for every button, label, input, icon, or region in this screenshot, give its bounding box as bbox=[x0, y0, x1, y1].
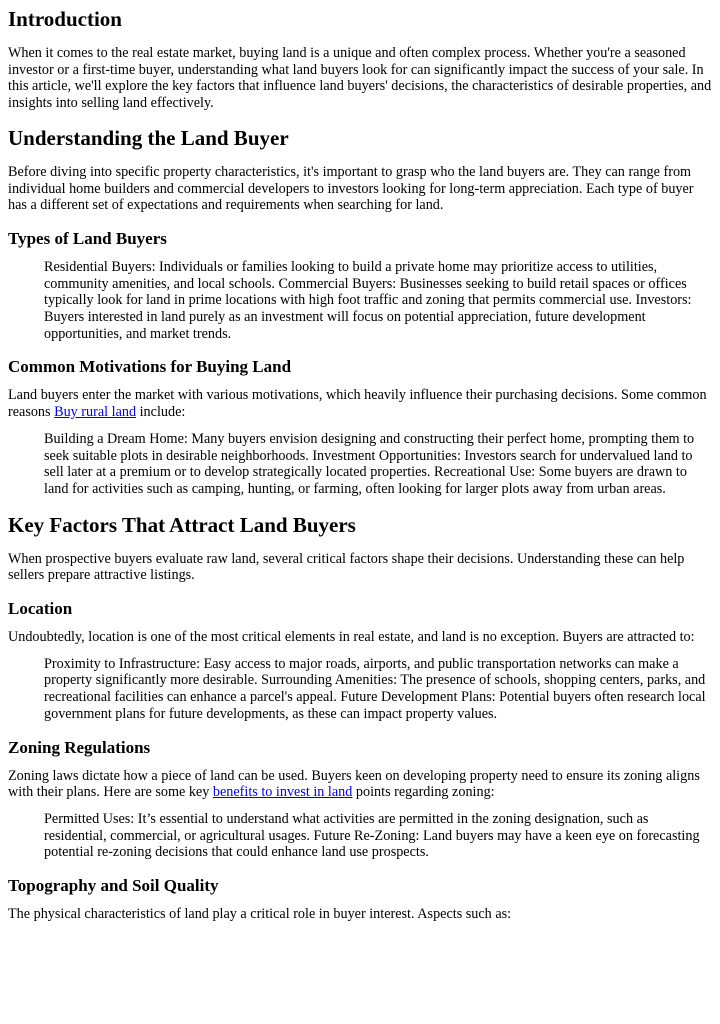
motivations-text-after: include: bbox=[136, 404, 186, 421]
heading-key-factors: Key Factors That Attract Land Buyers bbox=[8, 512, 356, 537]
heading-location: Location bbox=[8, 599, 73, 619]
zoning-text-before: Zoning laws dictate how a piece of land can be used. Buyers keen on developing property need to ensure its zoning aligns with their plans. Here are some key bbox=[8, 767, 700, 801]
heading-understanding-buyer: Understanding the Land Buyer bbox=[8, 125, 289, 150]
motivations-blockquote: Building a Dream Home: Many buyers envision designing and constructing their perfect home, prompting them to seek suitable plots in desirable neighborhoods. Investment Opportunities: Investors search for undervalued land to sell later at a premium or to develop strategically located properties. Recreational Use: Some buyers are drawn to land for activities such as camping, hunting, or farming, often looking for larger plots away from urban areas. bbox=[44, 430, 695, 497]
key-factors-paragraph: When prospective buyers evaluate raw land, several critical factors shape their decisions. Understanding these can help sellers prepare attractive listings. bbox=[8, 550, 685, 584]
understanding-paragraph: Before diving into specific property characteristics, it's important to grasp who the land buyers are. They can range from individual home builders and commercial developers to investors looking for long-term appreciation. Each type of buyer has a different set of expectations and requirements when searching for land. bbox=[8, 163, 694, 214]
heading-zoning: Zoning Regulations bbox=[8, 737, 151, 757]
motivations-paragraph bbox=[8, 387, 712, 420]
location-blockquote: Proximity to Infrastructure: Easy access to major roads, airports, and public transportation networks can make a property significantly more desirable. Surrounding Amenities: The presence of schools, shopping centers, parks, and recreational facilities can enhance a parcel's appeal. Future Development Plans: Potential buyers often research local government plans for future developments, as these can impact property values. bbox=[44, 655, 706, 722]
topography-paragraph: The physical characteristics of land play a critical role in buyer interest. Aspects such as: bbox=[8, 906, 512, 923]
heading-common-motivations: Common Motivations for Buying Land bbox=[8, 357, 292, 377]
benefits-invest-land-link[interactable]: benefits to invest in land bbox=[212, 784, 353, 801]
intro-paragraph: When it comes to the real estate market, buying land is a unique and often complex process. Whether you're a seasoned investor or a first-time buyer, understanding what land buyers look for can significantly impact the success of your sale. In this article, we'll explore the key factors that influence land buyers' decisions, the characteristics of desirable properties, and insights into selling land effectively. bbox=[8, 45, 712, 112]
article bbox=[0, 7, 712, 923]
types-blockquote: Residential Buyers: Individuals or families looking to build a private home may prioritize access to utilities, community amenities, and local schools. Commercial Buyers: Businesses seeking to build retail spaces or offices typically look for land in prime locations with high foot traffic and zoning that permits commercial use. Investors: Buyers interested in land purely as an investment will focus on potential appreciation, future development opportunities, and market trends. bbox=[44, 258, 692, 342]
motivations-text-before: Land buyers enter the market with various motivations, which heavily influence their purchasing decisions. Some common reasons bbox=[8, 387, 707, 421]
heading-topography: Topography and Soil Quality bbox=[8, 876, 219, 896]
heading-types-of-buyers: Types of Land Buyers bbox=[8, 228, 167, 248]
location-paragraph: Undoubtedly, location is one of the most critical elements in real estate, and land is no exception. Buyers are attracted to: bbox=[8, 629, 695, 646]
heading-introduction: Introduction bbox=[8, 7, 122, 31]
zoning-paragraph bbox=[8, 768, 712, 801]
buy-rural-land-link[interactable]: Buy rural land bbox=[54, 404, 137, 421]
zoning-text-after: points regarding zoning: bbox=[352, 784, 495, 801]
zoning-blockquote: Permitted Uses: It’s essential to understand what activities are permitted in the zoning designation, such as residential, commercial, or agricultural usages. Future Re-Zoning: Land buyers may have a keen eye on forecasting potential re-zoning decisions that could enhance land use prospects. bbox=[44, 810, 700, 861]
